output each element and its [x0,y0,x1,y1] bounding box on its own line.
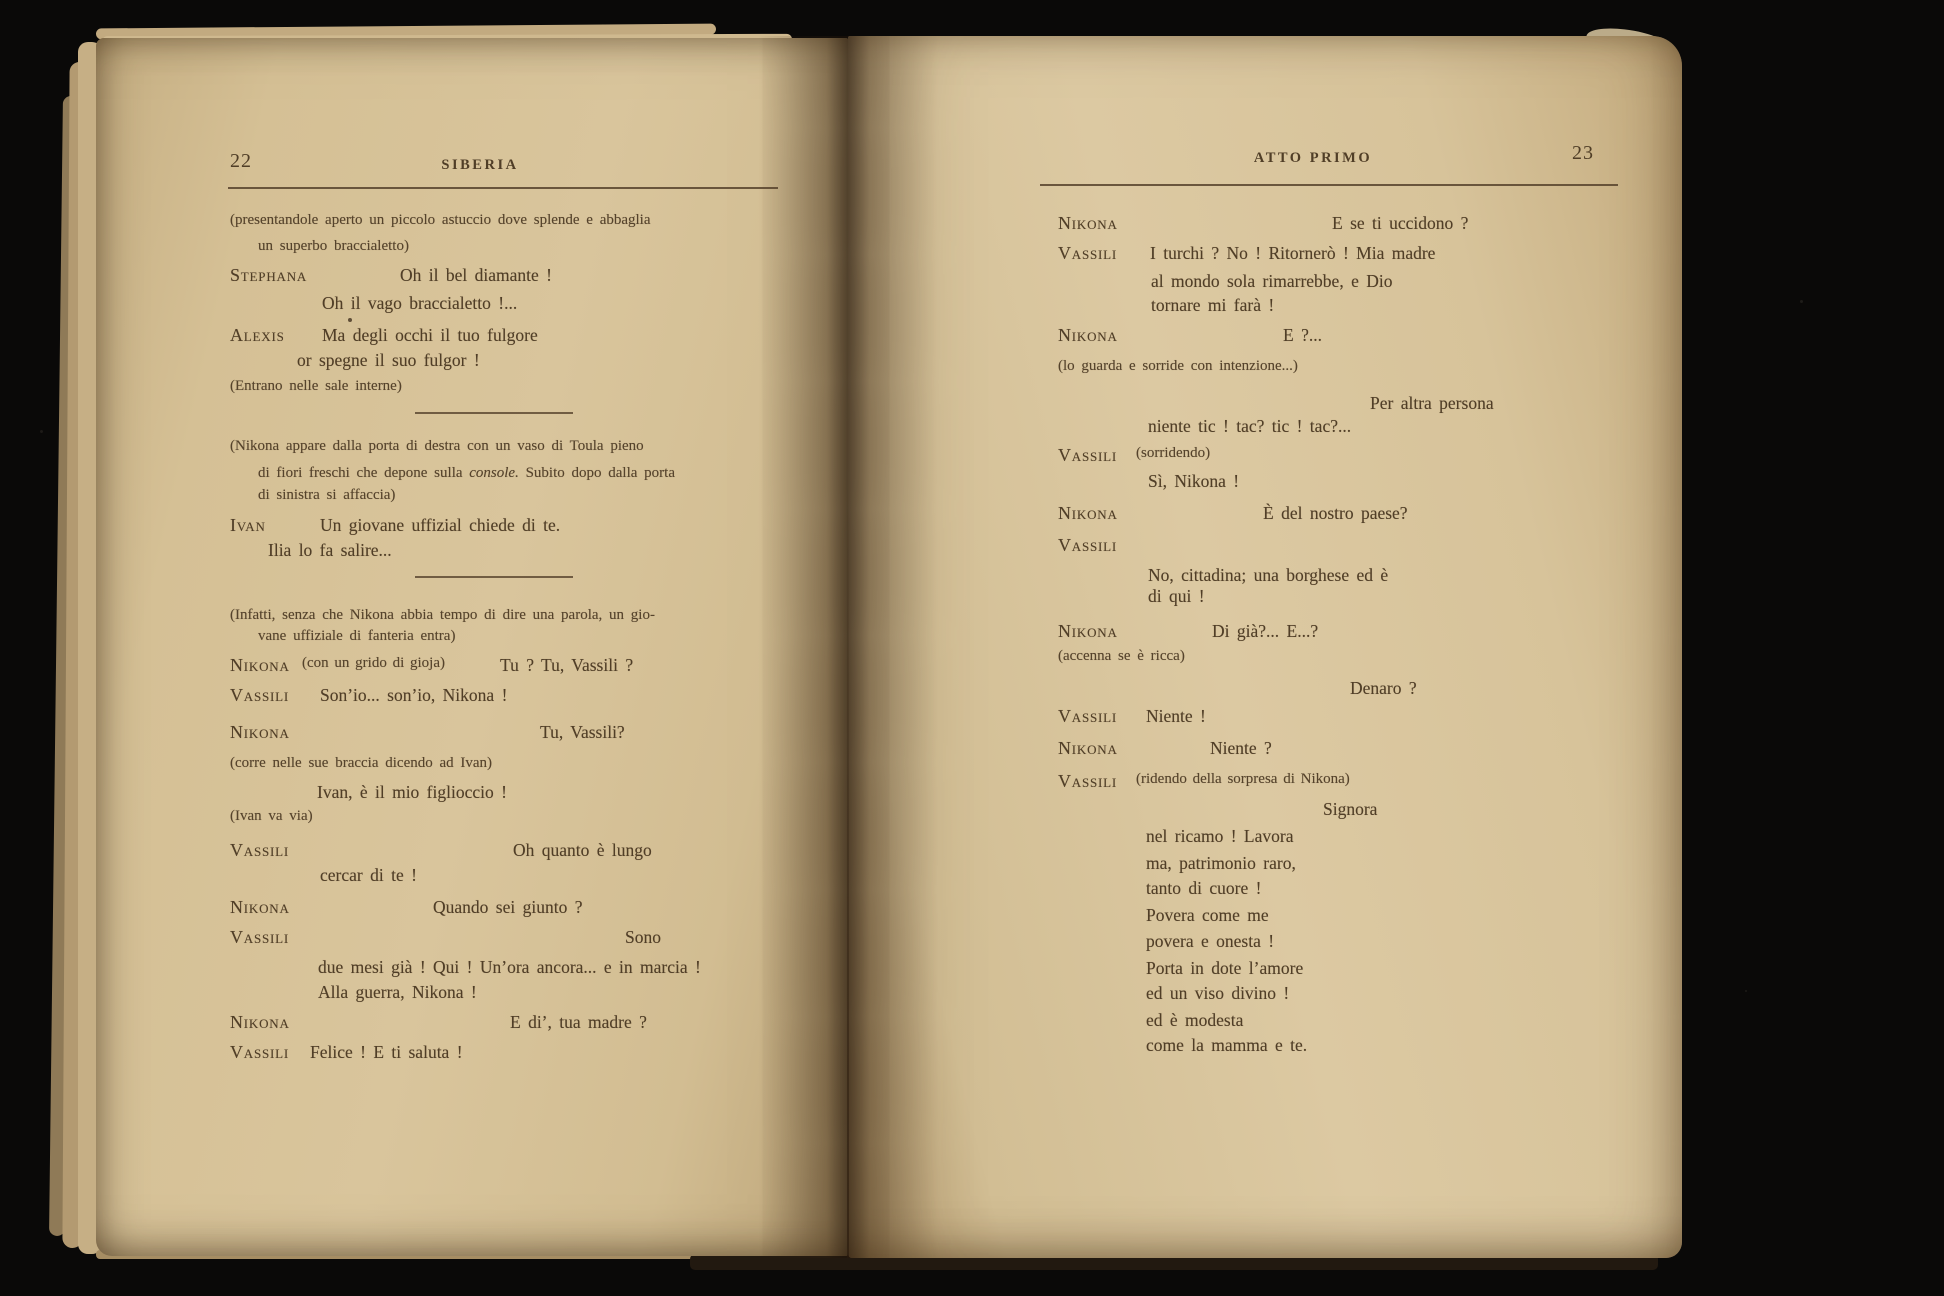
page-number: 22 [230,150,252,172]
dialogue-line: Vassili (ridendo della sorpresa di Nikona) [1058,771,1350,791]
verse-line: al mondo sola rimarrebbe, e Dio [1151,271,1393,291]
dialogue-line: Nikona Di già?... E...? [1058,621,1319,641]
section-divider [415,576,573,578]
verse-line: di qui ! [1148,586,1205,606]
dialogue-line: Nikona Quando sei giunto ? [230,897,583,917]
dialogue-line: Vassili Oh quanto è lungo [230,840,652,860]
running-title: SIBERIA [441,157,519,173]
header-rule [1040,184,1618,186]
verse-line: povera e onesta ! [1146,931,1275,951]
dialogue-line: Nikona (con un grido di gioja) Tu ? Tu, Vassili ? [230,655,634,675]
stage-direction: di sinistra si affaccia) [258,487,396,503]
dialogue-line: Stephana Oh il bel diamante ! [230,265,552,285]
left-page-text [230,150,790,1100]
page-number: 23 [1572,142,1594,164]
dialogue-line: Nikona Niente ? [1058,738,1272,758]
verse-line: tornare mi farà ! [1151,295,1275,315]
dialogue-line: Nikona È del nostro paese? [1058,503,1408,523]
verse-line: No, cittadina; una borghese ed è [1148,565,1389,585]
running-title: ATTO PRIMO [1253,150,1373,166]
stage-direction: di fiori freschi che depone sulla console. Subito dopo dalla porta [258,465,675,481]
verse-line: Signora [1323,799,1378,819]
dialogue-line: Nikona E se ti uccidono ? [1058,213,1469,233]
section-divider [415,412,573,414]
verse-line: Ivan, è il mio figlioccio ! [317,782,507,802]
stage-direction: (Ivan va via) [230,808,313,824]
stage-direction: (presentandole aperto un piccolo astuccio dove splende e abbaglia [230,212,651,228]
verse-line: due mesi già ! Qui ! Un’ora ancora... e in marcia ! [318,957,701,977]
dialogue-line: Nikona E di’, tua madre ? [230,1012,647,1032]
dialogue-line: Vassili Felice ! E ti saluta ! [230,1042,463,1062]
verse-line: Porta in dote l’amore [1146,958,1304,978]
right-page-text [1058,138,1594,1088]
verse-line: niente tic ! tac? tic ! tac?... [1148,416,1352,436]
verse-line: or spegne il suo fulgor ! [297,350,480,370]
stage-direction: (Nikona appare dalla porta di destra con un vaso di Toula pieno [230,438,644,454]
stage-direction: (Infatti, senza che Nikona abbia tempo di dire una parola, un gio- [230,607,655,623]
dialogue-line: Vassili Sono [230,927,661,947]
stage-direction: un superbo braccialetto) [258,238,409,254]
verse-line: Povera come me [1146,905,1269,925]
dust-speck [40,430,43,433]
verse-line: Alla guerra, Nikona ! [318,982,477,1002]
stage-direction: vane uffiziale di fanteria entra) [258,628,456,644]
verse-line: ed un viso divino ! [1146,983,1290,1003]
verse-line: Oh il vago braccialetto !... [322,293,518,313]
verse-line: Sì, Nikona ! [1148,471,1240,491]
verse-line: ma, patrimonio raro, [1146,853,1296,873]
dust-speck [1745,990,1747,992]
dialogue-line: Vassili [1058,535,1118,555]
dialogue-line: Vassili (sorridendo) [1058,445,1211,465]
dialogue-line: Nikona Tu, Vassili? [230,722,625,742]
stage-direction: (lo guarda e sorride con intenzione...) [1058,358,1298,374]
dialogue-line: Vassili I turchi ? No ! Ritornerò ! Mia madre [1058,243,1436,263]
stage-direction: (accenna se è ricca) [1058,648,1185,664]
dust-speck [1800,300,1803,303]
stage-direction: (Entrano nelle sale interne) [230,378,402,394]
dialogue-line: Vassili Niente ! [1058,706,1206,726]
dialogue-line: Vassili Son’io... son’io, Nikona ! [230,685,508,705]
verse-line: come la mamma e te. [1146,1035,1308,1055]
gutter-crease [847,480,849,1258]
verse-line: Ilia lo fa salire... [268,540,392,560]
verse-line: ed è modesta [1146,1010,1244,1030]
dialogue-line: Ivan Un giovane uffizial chiede di te. [230,515,561,535]
verse-line: Denaro ? [1350,678,1417,698]
verse-line: tanto di cuore ! [1146,878,1262,898]
stage-direction: (corre nelle sue braccia dicendo ad Ivan) [230,755,493,771]
verse-line: Per altra persona [1370,393,1494,413]
dialogue-line: Nikona E ?... [1058,325,1322,345]
verse-line: nel ricamo ! Lavora [1146,826,1294,846]
header-rule [228,187,778,189]
dialogue-line: Alexis Ma degli occhi il tuo fulgore [230,325,538,345]
verse-line: cercar di te ! [320,865,417,885]
